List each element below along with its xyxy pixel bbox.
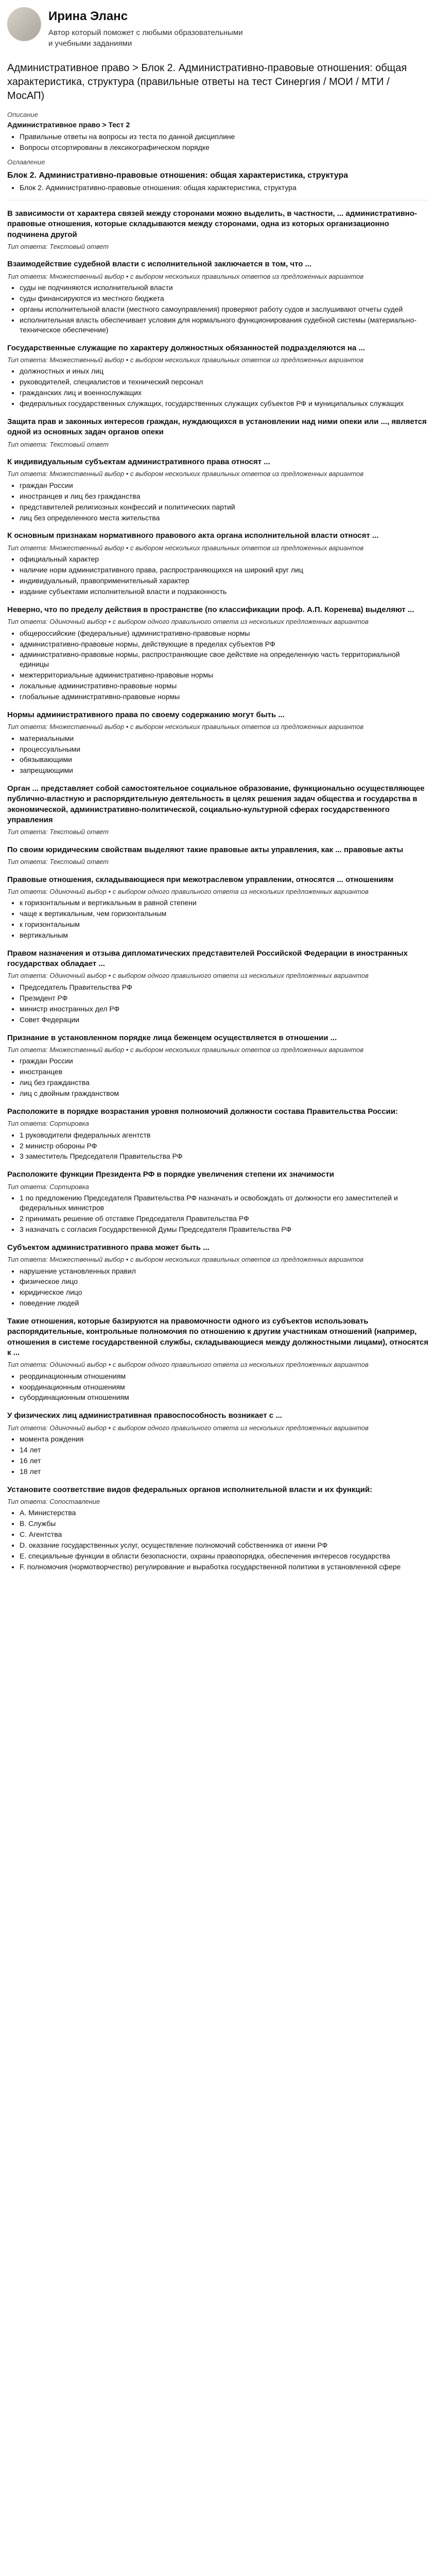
answer-options — [7, 366, 429, 409]
answer-option: • процессуальными — [20, 744, 429, 754]
answer-option: • 18 лет — [20, 1467, 429, 1477]
answer-options — [7, 734, 429, 776]
question-card — [7, 1485, 429, 1572]
question-card — [7, 259, 429, 334]
answer-options — [7, 898, 429, 940]
answer-option: • административно-правовые нормы, действующие в пределах субъектов РФ — [20, 639, 429, 649]
answer-type: Тип ответа: Одиночный выбор • с выбором одного правильного ответа из нескольких предложенных вариантов — [7, 887, 369, 895]
answer-option: • Председатель Правительства РФ — [20, 982, 429, 992]
answer-option: • 2 принимать решение об отставке Председателя Правительства РФ — [20, 1214, 429, 1224]
answer-option: • к горизонтальным — [20, 920, 429, 929]
question-card — [7, 1243, 429, 1308]
answer-type: Тип ответа: Множественный выбор • с выбором нескольких правильных ответов из предложенных вариантов — [7, 272, 364, 280]
question-title: Признание в установленном порядке лица беженцем осуществляется в отношении ... — [7, 1033, 337, 1042]
question-title: Нормы административного права по своему содержанию могут быть ... — [7, 710, 285, 719]
answer-option: • глобальные административно-правовые нормы — [20, 692, 429, 702]
answer-type: Тип ответа: Множественный выбор • с выбором нескольких правильных ответов из предложенных вариантов — [7, 723, 364, 731]
answer-option: • общероссийские (федеральные) административно-правовые нормы — [20, 629, 429, 638]
question-card — [7, 417, 429, 449]
answer-option: • субординационным отношениям — [20, 1393, 429, 1402]
answer-type: Тип ответа: Текстовый ответ — [7, 440, 109, 448]
description-list — [7, 132, 429, 152]
answer-type: Тип ответа: Сопоставление — [7, 1497, 100, 1505]
question-title: По своим юридическим свойствам выделяют такие правовые акты управления, как ... правовые акты — [7, 845, 404, 854]
answer-options — [7, 1193, 429, 1234]
page-title: Административное право > Блок 2. Административно-правовые отношения: общая характеристика, структура (правильные ответы на тест Синергия / МОИ / МТИ / МосАП) — [7, 62, 407, 101]
answer-option: • представителей религиозных конфессий и политических партий — [20, 502, 429, 512]
question-card — [7, 1033, 429, 1098]
question-card — [7, 531, 429, 596]
answer-option: • индивидуальный, правоприменительный характер — [20, 576, 429, 586]
answer-options — [7, 554, 429, 597]
answer-option: • 1 по предложению Председателя Правительства РФ назначать и освобождать от должности его заместителей и федеральных министров — [20, 1193, 429, 1213]
question-title: В зависимости от характера связей между сторонами можно выделить, в частности, ... административно-правовые отношения, которые складываются между сторонами, одна из которых организационно подчинена другой — [7, 209, 417, 239]
answer-option: • суды финансируются из местного бюджета — [20, 294, 429, 303]
question-title: Орган ... представляет собой самостоятельное социальное образование, функционально осуществляющее публично-властную и распорядительную деятельность в целях решения задач общества и государства в экономической, административно-политической, социально-культурной сферах государственного управления — [7, 784, 425, 824]
question-title: Расположите в порядке возрастания уровня полномочий должности состава Правительства России: — [7, 1107, 398, 1116]
answer-option: • иностранцев и лиц без гражданства — [20, 492, 429, 501]
question-card — [7, 784, 429, 837]
answer-options — [7, 1508, 429, 1571]
answer-type: Тип ответа: Множественный выбор • с выбором нескольких правильных ответов из предложенных вариантов — [7, 470, 364, 478]
answer-option: • министр иностранных дел РФ — [20, 1004, 429, 1014]
question-title: Правом назначения и отзыва дипломатических представителей Российской Федерации в иностранных государствах обладает ... — [7, 948, 408, 969]
answer-option: • 16 лет — [20, 1456, 429, 1466]
question-title: Такие отношения, которые базируются на правомочности одного из субъектов использовать распорядительные, контрольные полномочия по отношению к другим участникам отношений (например, отношения в системе государственной службы, складывающиеся между должностными лицами), относятся к ... — [7, 1317, 429, 1357]
answer-option: • 14 лет — [20, 1445, 429, 1455]
answer-option: • к горизонтальным и вертикальным в равной степени — [20, 898, 429, 908]
author-header — [7, 0, 429, 56]
answer-option: • федеральных государственных служащих, государственных служащих субъектов РФ и муниципальных служащих — [20, 399, 429, 409]
description-item: • Вопросы отсортированы в лексикографическом порядке — [20, 143, 429, 152]
question-title: Неверно, что по пределу действия в пространстве (по классификации проф. А.П. Коренева) выделяют ... — [7, 605, 414, 614]
answer-type: Тип ответа: Одиночный выбор • с выбором одного правильного ответа из нескольких предложенных вариантов — [7, 618, 369, 626]
answer-type: Тип ответа: Текстовый ответ — [7, 858, 109, 866]
answer-option: • Президент РФ — [20, 993, 429, 1003]
question-card — [7, 845, 429, 867]
answer-option: • межтерриториальные административно-правовые нормы — [20, 670, 429, 680]
answer-type: Тип ответа: Множественный выбор • с выбором нескольких правильных ответов из предложенных вариантов — [7, 1255, 364, 1263]
question-card — [7, 710, 429, 775]
answer-option: • наличие норм административного права, распространяющихся на широкий круг лиц — [20, 565, 429, 575]
question-title: Государственные служащие по характеру должностных обязанностей подразделяются на ... — [7, 343, 365, 352]
answer-options — [7, 1056, 429, 1098]
answer-option: • физическое лицо — [20, 1277, 429, 1286]
toc-title[interactable]: Блок 2. Административно-правовые отношения: общая характеристика, структура — [7, 171, 348, 180]
toc-section — [7, 158, 429, 193]
answer-option: • E. специальные функции в области безопасности, охраны правопорядка, обеспечения интересов государства — [20, 1551, 429, 1561]
answer-type: Тип ответа: Одиночный выбор • с выбором одного правильного ответа из нескольких предложенных вариантов — [7, 972, 369, 980]
toc-item[interactable]: • Блок 2. Административно-правовые отношения: общая характеристика, структура — [20, 183, 429, 193]
question-title: Правовые отношения, складывающиеся при межотраслевом управлении, относятся ... отношениям — [7, 875, 394, 884]
answer-option: • должностных и иных лиц — [20, 366, 429, 376]
question-title: Взаимодействие судебной власти с исполнительной заключается в том, что ... — [7, 260, 312, 269]
question-card — [7, 875, 429, 940]
answer-option: • лиц без определенного места жительства — [20, 513, 429, 523]
answer-option: • материальными — [20, 734, 429, 743]
answer-options — [7, 481, 429, 523]
answer-type: Тип ответа: Сортировка — [7, 1120, 89, 1128]
answer-option: • F. полномочия (нормотворчество) регулирование и выработка государственной политики в установленной сфере — [20, 1562, 429, 1572]
question-card — [7, 948, 429, 1025]
question-title: У физических лиц административная правоспособность возникает с ... — [7, 1411, 282, 1420]
answer-option: • C. Агентства — [20, 1530, 429, 1539]
answer-option: • Совет Федерации — [20, 1015, 429, 1025]
answer-type: Тип ответа: Одиночный выбор • с выбором одного правильного ответа из нескольких предложенных вариантов — [7, 1423, 369, 1432]
answer-options — [7, 283, 429, 334]
answer-type: Тип ответа: Текстовый ответ — [7, 828, 109, 836]
question-card — [7, 1170, 429, 1234]
answer-option: • издание субъектами исполнительной власти и подзаконность — [20, 587, 429, 597]
answer-option: • реординационным отношениям — [20, 1371, 429, 1381]
question-title: Защита прав и законных интересов граждан, нуждающихся в установлении над ними опеки или ..., является одной из основных задач органов опеки — [7, 417, 427, 437]
answer-option: • 1 руководители федеральных агентств — [20, 1130, 429, 1140]
question-card — [7, 1316, 429, 1402]
answer-option: • B. Службы — [20, 1519, 429, 1529]
answer-option: • обязывающими — [20, 755, 429, 765]
answer-options — [7, 629, 429, 702]
question-title: К индивидуальным субъектам административного права относят ... — [7, 457, 270, 467]
description-section — [7, 110, 429, 152]
answer-type: Тип ответа: Одиночный выбор • с выбором одного правильного ответа из нескольких предложенных вариантов — [7, 1361, 369, 1369]
answer-options — [7, 1371, 429, 1403]
answer-option: • чаще к вертикальным, чем горизонтальным — [20, 909, 429, 919]
answer-options — [7, 1434, 429, 1477]
answer-type: Тип ответа: Множественный выбор • с выбором нескольких правильных ответов из предложенных вариантов — [7, 1045, 364, 1054]
answer-option: • официальный характер — [20, 554, 429, 564]
answer-options — [7, 1266, 429, 1309]
question-card — [7, 209, 429, 251]
answer-option: • граждан России — [20, 1056, 429, 1066]
answer-option: • лиц с двойным гражданством — [20, 1089, 429, 1098]
avatar[interactable] — [7, 7, 41, 41]
question-card — [7, 605, 429, 702]
answer-option: • запрещающими — [20, 766, 429, 775]
answer-option: • руководителей, специалистов и технический персонал — [20, 377, 429, 387]
answer-option: • нарушение установленных правил — [20, 1266, 429, 1276]
answer-option: • исполнительная власть обеспечивает условия для нормального функционирования судебной системы (материально-техническое обеспечение) — [20, 315, 429, 335]
author-name[interactable]: Ирина Эланс — [48, 9, 128, 23]
description-title: Административное право > Тест 2 — [7, 121, 130, 129]
answer-option: • поведение людей — [20, 1298, 429, 1308]
answer-option: • юридическое лицо — [20, 1287, 429, 1297]
answer-option: • иностранцев — [20, 1067, 429, 1077]
question-card — [7, 1411, 429, 1476]
author-tagline: Автор который поможет с любыми образовательными и учебными заданиями — [48, 28, 243, 48]
answer-option: • 2 министр обороны РФ — [20, 1141, 429, 1151]
questions-list — [7, 209, 429, 1572]
question-title: Субъектом административного права может быть ... — [7, 1243, 210, 1252]
answer-option: • лиц без гражданства — [20, 1078, 429, 1088]
description-label: Описание — [7, 110, 38, 118]
answer-option: • суды не подчиняются исполнительной власти — [20, 283, 429, 293]
answer-option: • 3 назначать с согласия Государственной Думы Председателя Правительства РФ — [20, 1225, 429, 1234]
answer-option: • A. Министерства — [20, 1508, 429, 1518]
answer-option: • D. оказание государственных услуг, осуществление полномочий собственника от имени РФ — [20, 1540, 429, 1550]
question-title: Установите соответствие видов федеральных органов исполнительной власти и их функций: — [7, 1485, 373, 1494]
question-card — [7, 343, 429, 409]
answer-type: Тип ответа: Множественный выбор • с выбором нескольких правильных ответов из предложенных вариантов — [7, 355, 364, 364]
answer-option: • координационным отношениям — [20, 1382, 429, 1392]
answer-option: • гражданских лиц и военнослужащих — [20, 388, 429, 398]
answer-option: • органы исполнительной власти (местного самоуправления) проверяют работу судов и заслушивают отчеты судей — [20, 304, 429, 314]
answer-options — [7, 1130, 429, 1162]
answer-option: • граждан России — [20, 481, 429, 490]
author-info — [48, 7, 244, 49]
answer-option: • момента рождения — [20, 1434, 429, 1444]
toc-list — [7, 183, 429, 193]
answer-type: Тип ответа: Сортировка — [7, 1182, 89, 1191]
question-title: Расположите функции Президента РФ в порядке увеличения степени их значимости — [7, 1170, 334, 1179]
question-card — [7, 1107, 429, 1161]
answer-option: • административно-правовые нормы, распространяющие свое действие на определенную часть территориальной единицы — [20, 650, 429, 669]
answer-type: Тип ответа: Текстовый ответ — [7, 242, 109, 250]
toc-label: Оглавление — [7, 158, 45, 166]
answer-option: • вертикальным — [20, 930, 429, 940]
question-title: К основным признакам нормативного правового акта органа исполнительной власти относят ... — [7, 531, 379, 540]
answer-option: • локальные административно-правовые нормы — [20, 681, 429, 691]
answer-type: Тип ответа: Множественный выбор • с выбором нескольких правильных ответов из предложенных вариантов — [7, 544, 364, 552]
question-card — [7, 457, 429, 522]
answer-options — [7, 982, 429, 1025]
description-item: • Правильные ответы на вопросы из теста по данной дисциплине — [20, 132, 429, 142]
answer-option: • 3 заместитель Председателя Правительства РФ — [20, 1151, 429, 1161]
